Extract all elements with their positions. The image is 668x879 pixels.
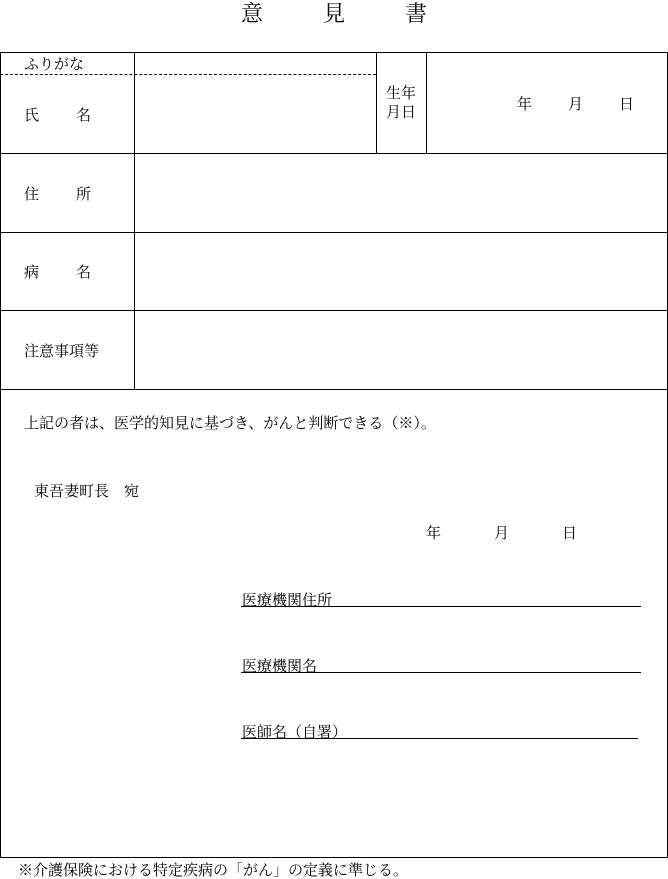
doctor-name-underline (241, 738, 638, 739)
birth-date-label (386, 84, 416, 122)
address-label-part2: 所 (75, 185, 91, 203)
name-label-part2: 名 (75, 106, 91, 124)
disease-field[interactable] (136, 234, 666, 309)
row-divider-address (0, 232, 668, 233)
address-field[interactable] (136, 155, 666, 231)
furigana-label: ふりがな (24, 55, 85, 73)
name-field[interactable] (136, 76, 374, 152)
furigana-field[interactable] (136, 53, 374, 73)
row-divider-name (0, 153, 668, 154)
name-label-part1: 氏 (24, 106, 40, 124)
document-title (0, 0, 668, 30)
row-divider-disease (0, 310, 668, 311)
footnote: ※介護保険における特定疾病の「がん」の定義に準じる。 (18, 861, 409, 879)
institution-address-label: 医療機関住所 (242, 591, 333, 609)
doctor-name-label: 医師名（自署） (242, 723, 348, 741)
title-char-3: 書 (405, 2, 428, 27)
institution-address-underline (241, 606, 641, 607)
institution-name-label: 医療機関名 (242, 657, 318, 675)
disease-label-part2: 名 (75, 263, 91, 281)
birth-year-unit: 年 (517, 95, 533, 113)
address-label (24, 185, 91, 203)
institution-address-field[interactable] (345, 588, 641, 606)
birth-label-right-divider (426, 52, 427, 153)
name-label (24, 106, 91, 124)
statement-text: 上記の者は、医学的知見に基づき、がんと判断できる（※）。 (24, 414, 436, 432)
row-divider-notes (0, 389, 668, 390)
birth-label-line2: 月日 (386, 103, 417, 121)
addressee: 東吾妻町長 宛 (34, 482, 140, 500)
disease-label-part1: 病 (24, 263, 40, 281)
title-char-1: 意 (240, 2, 263, 27)
doctor-signature-field[interactable] (352, 720, 638, 738)
birth-day-unit: 日 (619, 95, 635, 113)
notes-label: 注意事項等 (24, 342, 100, 360)
birth-month-unit: 月 (568, 95, 584, 113)
birth-label-line1: 生年 (386, 84, 417, 102)
furigana-divider (0, 74, 376, 75)
label-column-divider (134, 52, 135, 389)
address-label-part1: 住 (24, 185, 40, 203)
institution-name-field[interactable] (330, 654, 641, 672)
notes-field[interactable] (136, 312, 666, 388)
statement-year-unit: 年 (426, 524, 442, 542)
birth-label-left-divider (376, 52, 377, 153)
title-char-2: 見 (322, 2, 345, 27)
statement-month-unit: 月 (494, 524, 510, 542)
disease-label (24, 263, 91, 281)
institution-name-underline (241, 672, 641, 673)
statement-day-unit: 日 (562, 524, 578, 542)
